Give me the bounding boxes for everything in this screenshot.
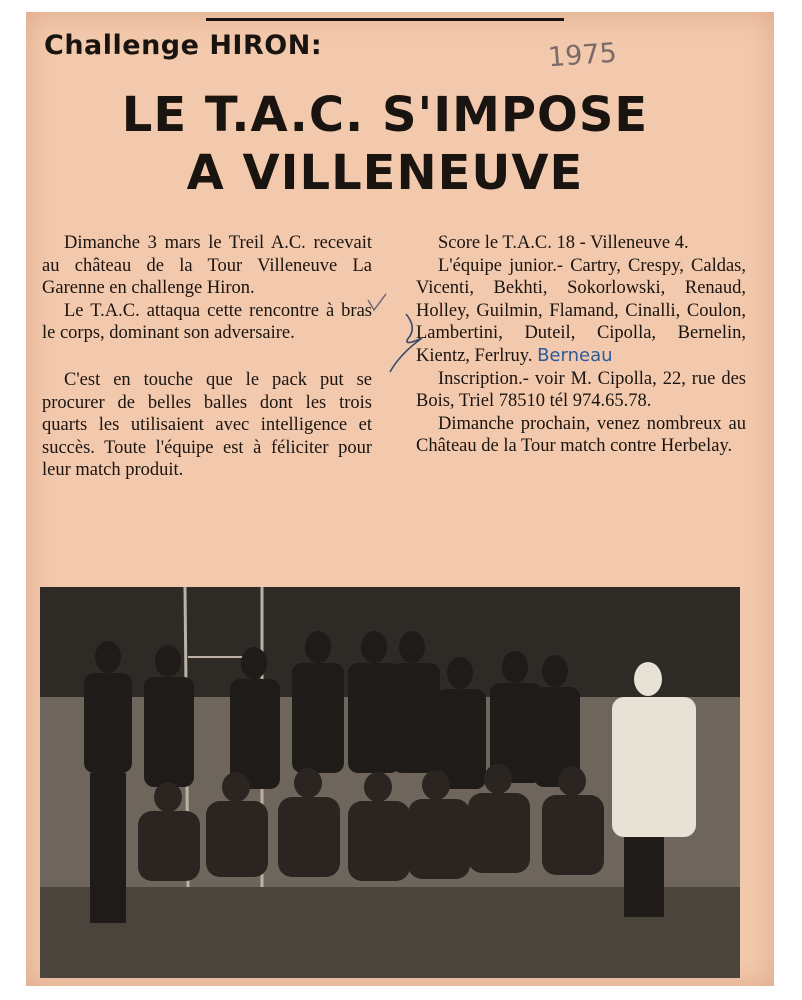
left-column	[42, 232, 372, 482]
headline-line-2: A VILLENEUVE	[186, 145, 584, 201]
right-column	[416, 232, 746, 458]
handwritten-year: 1975	[547, 37, 618, 74]
paragraph-attack: Le T.A.C. attaqua cette rencontre à bras le corps, dominant son adversaire.	[42, 300, 372, 344]
handwritten-name: Berneau	[537, 344, 613, 366]
headline	[60, 86, 710, 202]
paragraph-match-intro: Dimanche 3 mars le Treil A.C. recevait au château de la Tour Villeneuve La Garenne en challenge Hiron.	[42, 233, 372, 299]
kicker-title: Challenge HIRON:	[44, 30, 323, 61]
paragraph-next-match: Dimanche prochain, venez nombreux au Château de la Tour match contre Herbelay.	[416, 413, 746, 457]
paragraph-score: Score le T.A.C. 18 - Villeneuve 4.	[438, 233, 689, 253]
top-rule	[206, 18, 564, 21]
paragraph-team-list	[416, 255, 746, 368]
team-list-text: L'équipe junior.- Cartry, Crespy, Caldas, Vicenti, Bekhti, Sokorlowski, Renaud, Holley, Guilmin, Flamand, Cinalli, Coulon, Lambertini, Duteil, Cipolla, Bernelin, Kientz, Ferlruy.	[416, 255, 746, 366]
paragraph-inscription: Inscription.- voir M. Cipolla, 22, rue des Bois, Triel 78510 tél 974.65.78.	[416, 368, 746, 412]
pencil-annotation	[360, 290, 440, 380]
team-photo	[40, 587, 740, 978]
headline-line-1: LE T.A.C. S'IMPOSE	[121, 87, 649, 143]
team-photo-illustration	[40, 587, 740, 978]
paragraph-lineout: C'est en touche que le pack put se procurer de belles balles dont les trois quarts les utilisaient avec intelligence et succès. Toute l'équipe est à féliciter pour leur match produit.	[42, 369, 372, 481]
